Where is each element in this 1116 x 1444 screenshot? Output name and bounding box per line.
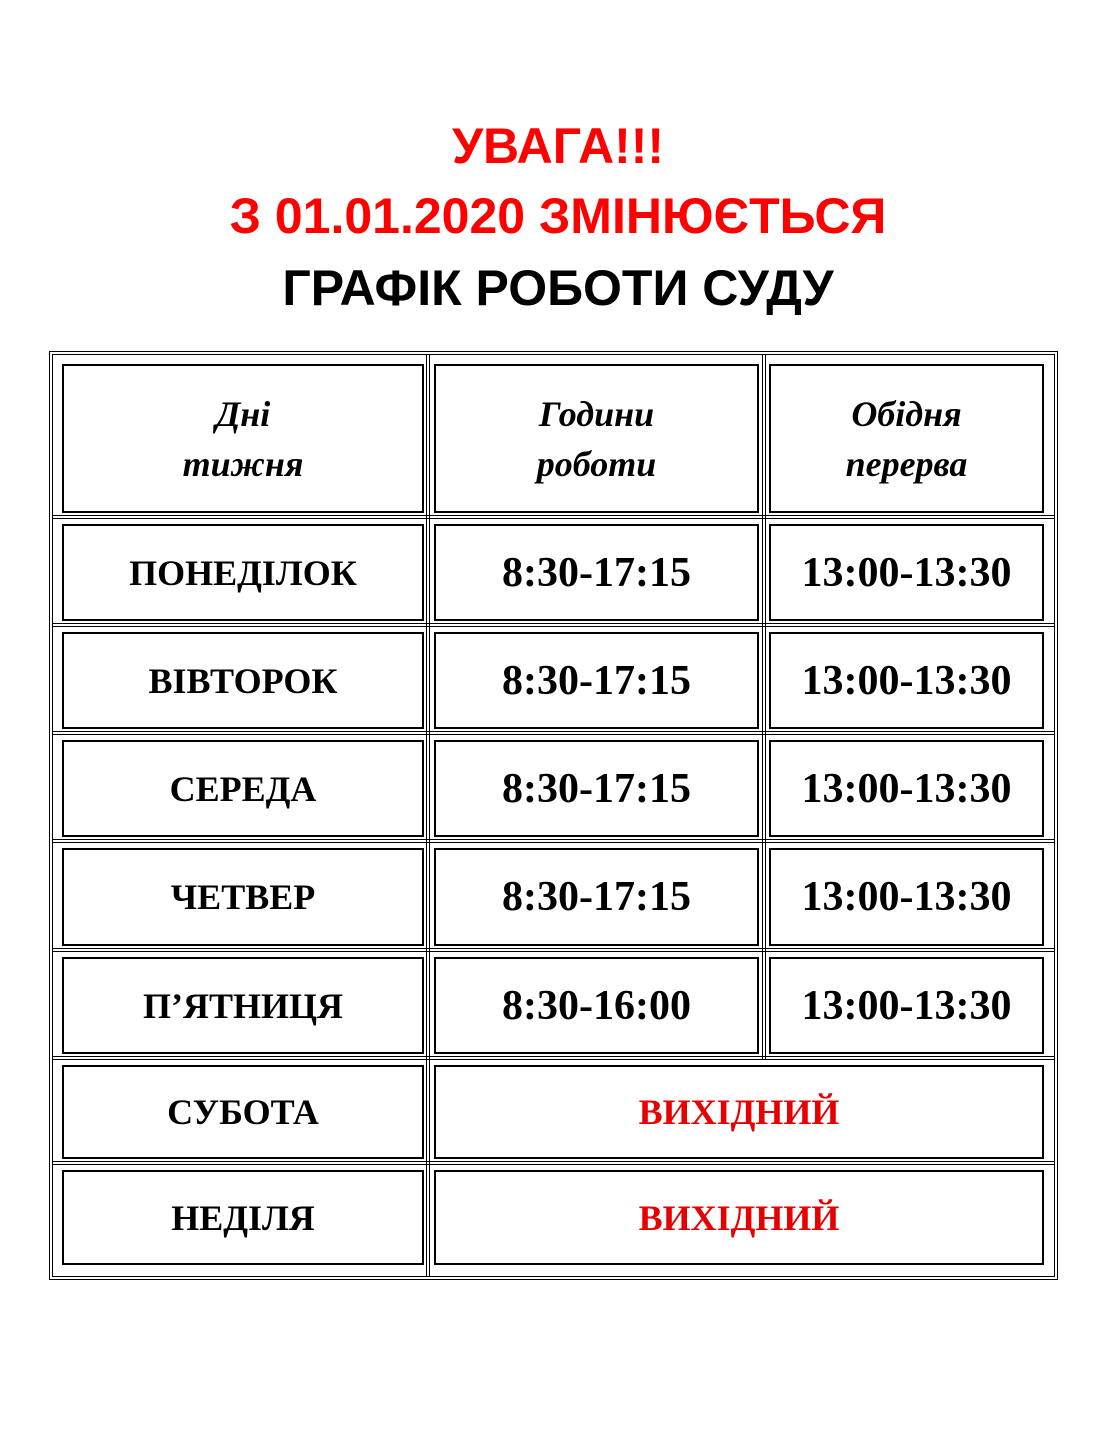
row-tuesday-lunch: 13:00-13:30 — [769, 632, 1044, 729]
grid-vline — [762, 355, 766, 1059]
grid-vline — [426, 355, 430, 1276]
row-thursday-day: ЧЕТВЕР — [62, 848, 424, 946]
grid-hline — [53, 948, 1054, 952]
notice-attention: УВАГА!!! — [451, 118, 665, 174]
row-friday-lunch: 13:00-13:30 — [769, 957, 1044, 1054]
header-hours-line2: роботи — [536, 443, 657, 484]
grid-hline — [53, 623, 1054, 627]
row-monday-day: ПОНЕДІЛОК — [62, 524, 424, 621]
row-monday-lunch: 13:00-13:30 — [769, 524, 1044, 621]
header-lunch-line1: Обідня — [851, 393, 962, 434]
grid-hline — [53, 839, 1054, 843]
row-friday-day: П’ЯТНИЦЯ — [62, 957, 424, 1054]
row-wednesday-lunch: 13:00-13:30 — [769, 740, 1044, 837]
grid-hline — [53, 1161, 1054, 1165]
header-lunch — [769, 364, 1044, 513]
row-wednesday-day: СЕРЕДА — [62, 740, 424, 837]
row-friday-hours: 8:30-16:00 — [434, 957, 759, 1054]
header-days-line1: Дні — [215, 393, 271, 434]
row-thursday-hours: 8:30-17:15 — [434, 848, 759, 946]
header-days — [62, 364, 424, 513]
grid-hline — [53, 731, 1054, 735]
header-hours — [434, 364, 759, 513]
header-hours-line1: Години — [538, 393, 655, 434]
row-saturday-day: СУБОТА — [62, 1065, 424, 1159]
row-tuesday-day: ВІВТОРОК — [62, 632, 424, 729]
row-saturday-dayoff: ВИХІДНИЙ — [434, 1065, 1044, 1159]
grid-hline — [53, 515, 1054, 519]
header-days-line2: тижня — [182, 443, 304, 484]
notice-change-date: З 01.01.2020 ЗМІНЮЄТЬСЯ — [229, 188, 887, 244]
row-thursday-lunch: 13:00-13:30 — [769, 848, 1044, 946]
row-sunday-dayoff: ВИХІДНИЙ — [434, 1170, 1044, 1265]
header-lunch-line2: перерва — [845, 443, 968, 484]
row-wednesday-hours: 8:30-17:15 — [434, 740, 759, 837]
row-monday-hours: 8:30-17:15 — [434, 524, 759, 621]
row-tuesday-hours: 8:30-17:15 — [434, 632, 759, 729]
row-sunday-day: НЕДІЛЯ — [62, 1170, 424, 1265]
grid-hline — [53, 1056, 1054, 1060]
notice-subject: ГРАФІК РОБОТИ СУДУ — [282, 260, 834, 316]
